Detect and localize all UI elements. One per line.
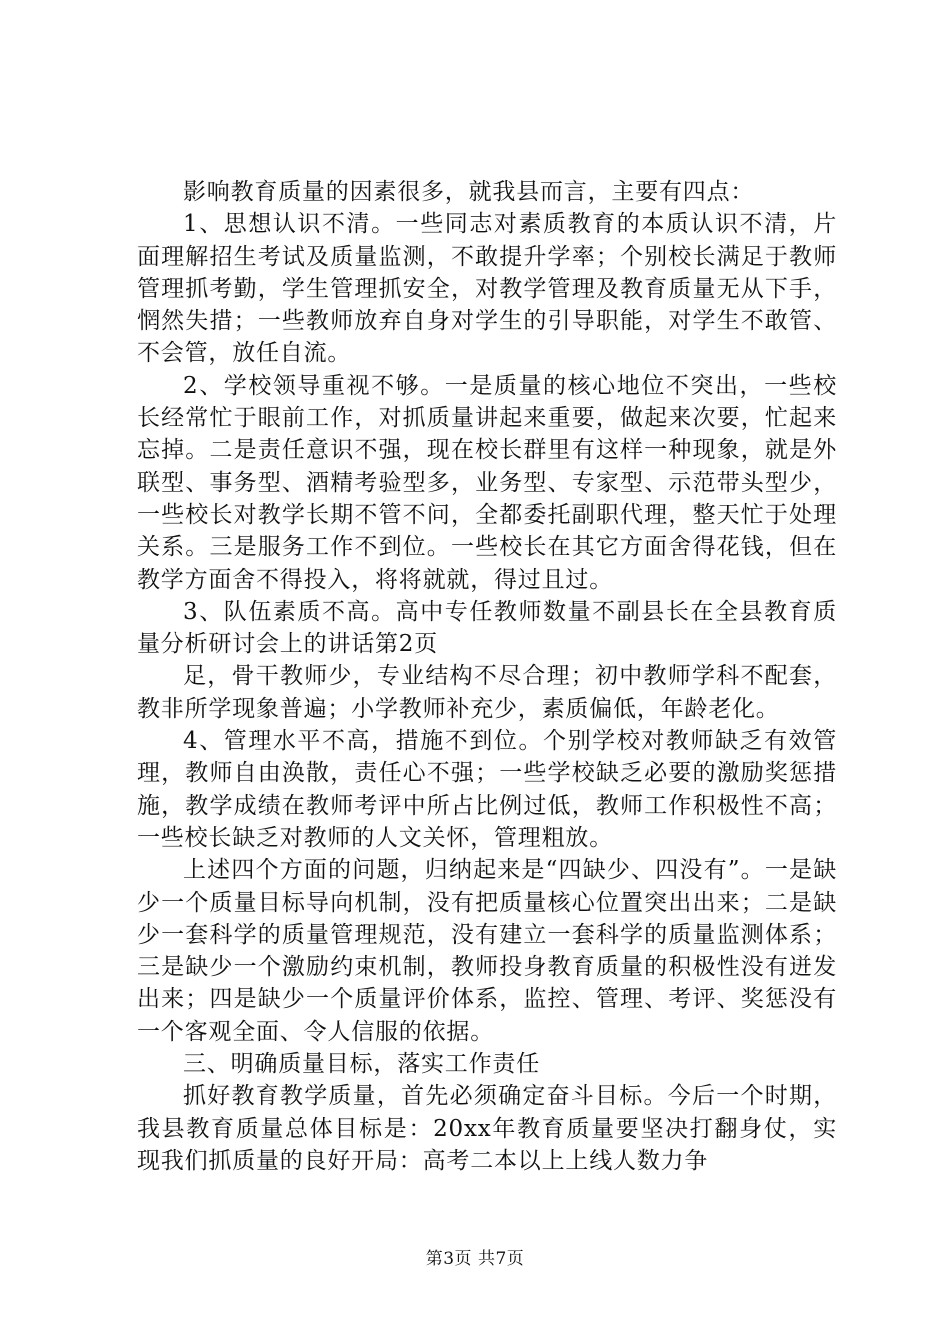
page-footer: 第3页 共7页 [425,1249,525,1269]
paragraph-point-2: 2、学校领导重视不够。一是质量的核心地位不突出，一些校长经常忙于眼前工作，对抓质量讲起来重要，做起来次要，忙起来忘掉。二是责任意识不强，现在校长群里有这样一种现象，就是外联型、事务型、酒精考验型多，业务型、专家型、示范带头型少，一些校长对教学长期不管不问，全都委托副职代理，整天忙于处理关系。三是服务工作不到位。一些校长在其它方面舍得花钱，但在教学方面舍不得投入，将将就就，得过且过。 [137,372,837,593]
paragraph-point-1: 1、思想认识不清。一些同志对素质教育的本质认识不清，片面理解招生考试及质量监测，不敢提升学率；个别校长满足于教师管理抓考勤，学生管理抓安全，对教学管理及教育质量无从下手，惘然失措；一些教师放弃自身对学生的引导职能，对学生不敢管、不会管，放任自流。 [137,211,837,367]
paragraph-goals: 抓好教育教学质量，首先必须确定奋斗目标。今后一个时期，我县教育质量总体目标是：20xx年教育质量要坚决打翻身仗，实现我们抓质量的良好开局：高考二本以上上线人数力争 [137,1083,837,1174]
paragraph-point-4: 4、管理水平不高，措施不到位。个别学校对教师缺乏有效管理，教师自由涣散，责任心不强；一些学校缺乏必要的激励奖惩措施，教学成绩在教师考评中所占比例过低，教师工作积极性不高；一些校长缺乏对教师的人文关怀，管理粗放。 [137,728,837,851]
section-heading: 三、明确质量目标，落实工作责任 [183,1051,540,1078]
paragraph-intro: 影响教育质量的因素很多，就我县而言，主要有四点： [183,179,755,205]
paragraph-summary: 上述四个方面的问题，归纳起来是“四缺少、四没有”。一是缺少一个质量目标导向机制，没有把质量核心位置突出出来；二是缺少一套科学的质量管理规范，没有建立一套科学的质量监测体系；三是缺少一个激励约束机制，教师投身教育质量的积极性没有迸发出来；四是缺少一个质量评价体系，监控、管理、考评、奖惩没有一个客观全面、令人信服的依据。 [137,857,837,1045]
paragraph-point-3-continued: 足，骨干教师少，专业结构不尽合理；初中教师学科不配套，教非所学现象普遍；小学教师补充少，素质偏低，年龄老化。 [137,663,837,722]
document-body [137,176,837,1177]
paragraph-point-3: 3、队伍素质不高。高中专任教师数量不副县长在全县教育质量分析研讨会上的讲话第2页 [137,598,837,658]
